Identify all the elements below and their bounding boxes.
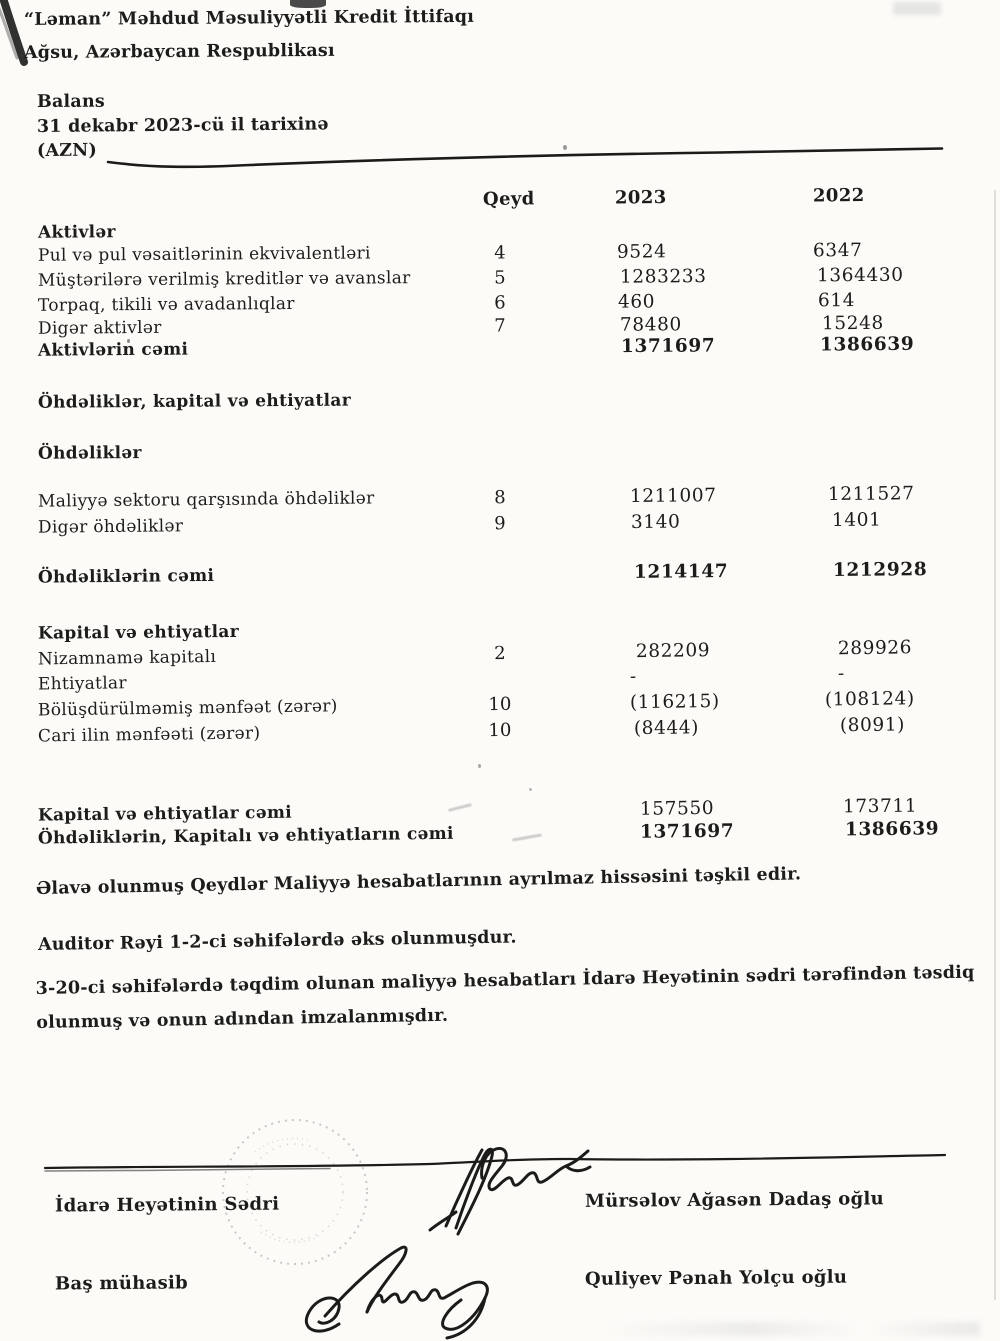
row-value-2023: 9524 [616, 241, 667, 263]
row-value-2022: 15248 [821, 312, 884, 335]
signer-role: Baş mühasib [54, 1272, 189, 1295]
row-value-2023: - [629, 666, 637, 688]
row-note-ref: 2 [494, 642, 506, 665]
currency-note: (AZN) [36, 140, 97, 161]
row-label: Digər öhdəliklər [37, 516, 184, 538]
row-note-ref: 4 [494, 242, 506, 264]
table-header-row [0, 184, 1000, 220]
row-note-ref: 10 [488, 719, 512, 742]
row-label: Müştərilərə verilmiş kreditlər və avanslar [37, 268, 411, 291]
row-label: Cari ilin mənfəəti (zərər) [37, 723, 261, 747]
scan-edge-smudge [290, 0, 326, 8]
row-value-2022: 1211527 [827, 483, 915, 506]
row-value-2022: (8091) [839, 714, 906, 737]
row-note-ref: 10 [488, 693, 512, 716]
row-label: Kapital və ehtiyatlar cəmi [37, 802, 293, 826]
signature-chairman [418, 1138, 603, 1238]
row-value-2022: 1364430 [816, 264, 904, 287]
row-note-ref: 6 [494, 292, 506, 314]
header-rule [0, 140, 1000, 180]
row-value-2023: 3140 [630, 511, 681, 533]
row-value-2023: 460 [617, 291, 656, 313]
signature-row-accountant [0, 1265, 1000, 1304]
signer-role: İdarə Heyətinin Sədri [54, 1193, 280, 1217]
row-label: Maliyyə sektoru qarşısında öhdəliklər [37, 488, 375, 512]
signature-row-chairman [0, 1187, 1000, 1226]
row-value-2023: 1371697 [620, 335, 716, 358]
total-row-liabilities [0, 558, 1000, 594]
section-label: Öhdəliklər, kapital və ehtiyatlar [37, 390, 351, 413]
note-paragraph-2: Auditor Rəyi 1-2-ci səhifələrdə əks olunmuşdur. [37, 927, 517, 955]
scan-speck [529, 788, 532, 791]
row-label: Ehtiyatlar [37, 673, 127, 695]
report-date: 31 dekabr 2023-cü il tarixinə [36, 114, 329, 137]
note-paragraph-1: Əlavə olunmuş Qeydlər Maliyyə hesabatlarının ayrılmaz hissəsini təşkil edir. [35, 864, 802, 899]
section-row-liabilities-equity [0, 386, 1000, 419]
row-value-2022: 6347 [812, 239, 863, 262]
signer-name: Quliyev Pənah Yolçu oğlu [584, 1266, 848, 1290]
scan-speck [563, 145, 567, 150]
section-label: Aktivlər [37, 222, 116, 243]
section-row-liabilities [0, 437, 1000, 470]
row-label: Bölüşdürülməmiş mənfəət (zərər) [37, 696, 338, 721]
company-location: Ağsu, Azərbaycan Respublikası [23, 40, 335, 63]
row-value-2023: 1371697 [639, 820, 735, 843]
row-value-2023: (116215) [629, 690, 720, 714]
row-value-2023: 282209 [635, 640, 711, 663]
row-value-2022: - [837, 663, 845, 685]
report-title: Balans [36, 91, 105, 112]
scan-edge-smudge [893, 2, 941, 15]
row-note-ref: 8 [494, 487, 506, 509]
row-note-ref: 5 [494, 267, 506, 289]
row-label: Digər aktivlər [37, 317, 162, 339]
row-value-2022: 1212928 [832, 559, 928, 582]
row-note-ref: 9 [494, 513, 506, 535]
row-value-2023: 1283233 [619, 266, 707, 288]
row-value-2022: 289926 [837, 637, 913, 660]
row-label: Öhdəliklərin cəmi [37, 565, 215, 588]
row-note-ref: 7 [494, 315, 506, 337]
scan-speck [478, 764, 481, 768]
row-label: Pul və pul vəsaitlərinin ekvivalentləri [37, 243, 371, 266]
row-value-2022: (108124) [824, 688, 915, 711]
row-value-2023: 78480 [619, 314, 682, 336]
row-value-2022: 173711 [842, 795, 918, 818]
row-label: Nizamnamə kapitalı [37, 646, 217, 670]
row-value-2023: 1214147 [633, 561, 729, 583]
column-header-2023: 2023 [614, 187, 667, 209]
row-value-2022: 1386639 [819, 333, 915, 356]
signer-name: Mürsəlov Ağasən Dadaş oğlu [584, 1188, 885, 1212]
row-value-2023: 157550 [639, 797, 715, 820]
column-header-note: Qeyd [482, 188, 535, 210]
row-value-2022: 1386639 [844, 818, 940, 841]
row-value-2023: (8444) [633, 717, 700, 740]
row-value-2022: 1401 [831, 509, 882, 532]
note-paragraph-3: 3-20-ci səhifələrdə təqdim olunan maliyyə hesabatları İdarə Heyətinin sədri tərəfindən təsdiq olunmuş və onun adından imzalanmışdır. [35, 962, 975, 1033]
row-value-2023: 1211007 [629, 485, 717, 507]
row-label: Torpaq, tikili və avadanlıqlar [37, 293, 295, 316]
column-header-2022: 2022 [812, 184, 865, 207]
row-value-2022: 614 [817, 290, 856, 312]
section-label: Kapital və ehtiyatlar [37, 621, 240, 644]
row-label: Aktivlərin cəmi [37, 339, 189, 361]
section-label: Öhdəliklər [37, 443, 142, 464]
company-name: “Ləman” Məhdud Məsuliyyətli Kredit İttifaqı [23, 6, 475, 30]
row-label: Öhdəliklərin, Kapitalı və ehtiyatların cəmi [37, 823, 454, 849]
scan-noise [600, 1322, 980, 1336]
